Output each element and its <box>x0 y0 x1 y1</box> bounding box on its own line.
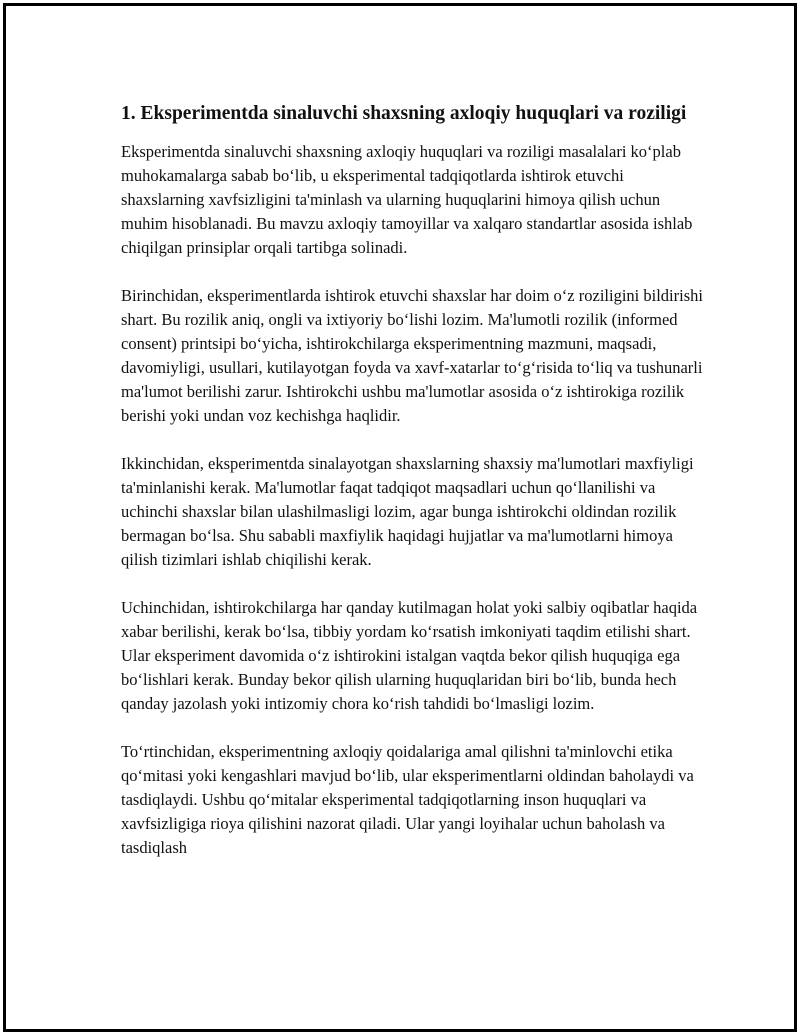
paragraph-first: Birinchidan, eksperimentlarda ishtirok etuvchi shaxslar har doim o‘z roziligini bildirishi shart. Bu rozilik aniq, ongli va ixtiyoriy bo‘lishi lozim. Ma'lumotli rozilik (informed consent) printsipi bo‘yicha, ishtirokchilarga eksperimentning mazmuni, maqsadi, davomiyligi, usullari, kutilayotgan foyda va xavf-xatarlar to‘g‘risida to‘liq va tushunarli ma'lumot berilishi zarur. Ishtirokchi ushbu ma'lumotlar asosida o‘z ishtirokiga rozilik berishi yoki undan voz kechishga haqlidir. <box>121 286 703 425</box>
paragraph-fourth: To‘rtinchidan, eksperimentning axloqiy qoidalariga amal qilishni ta'minlovchi etika qo‘mitasi yoki kengashlari mavjud bo‘lib, ular eksperimentlarni oldindan baholaydi va tasdiqlaydi. Ushbu qo‘mitalar eksperimental tadqiqotlarning inson huquqlari va xavfsizligiga rioya qilishini nazorat qiladi. Ular yangi loyihalar uchun baholash va tasdiqlash <box>121 742 694 857</box>
paragraph-intro: Eksperimentda sinaluvchi shaxsning axloqiy huquqlari va roziligi masalalari ko‘plab muhokamalarga sabab bo‘lib, u eksperimental tadqiqotlarda ishtirok etuvchi shaxslarning xavfsizligini ta'minlash va ularning huquqlarini himoya qilish uchun muhim hisoblanadi. Bu mavzu axloqiy tamoyillar va xalqaro standartlar asosida ishlab chiqilgan prinsiplar orqali tartibga solinadi. <box>121 142 693 257</box>
section-heading: 1. Eksperimentda sinaluvchi shaxsning axloqiy huquqlari va roziligi <box>121 103 687 124</box>
paragraph-second: Ikkinchidan, eksperimentda sinalayotgan shaxslarning shaxsiy ma'lumotlari maxfiyligi ta'minlanishi kerak. Ma'lumotlar faqat tadqiqot maqsadlari uchun qo‘llanilishi va uchinchi shaxslar bilan ulashilmasligi lozim, agar bunga ishtirokchi oldindan rozilik bermagan bo‘lsa. Shu sababli maxfiylik haqidagi hujjatlar va ma'lumotlarni himoya qilish tizimlari ishlab chiqilishi kerak. <box>121 454 694 569</box>
document-body <box>121 100 706 884</box>
page-frame <box>3 3 797 1032</box>
paragraph-third: Uchinchidan, ishtirokchilarga har qanday kutilmagan holat yoki salbiy oqibatlar haqida xabar berilishi, kerak bo‘lsa, tibbiy yordam ko‘rsatish imkoniyati taqdim etilishi shart. Ular eksperiment davomida o‘z ishtirokini istalgan vaqtda bekor qilish huquqiga ega bo‘lishlari kerak. Bunday bekor qilish ularning huquqlaridan biri bo‘lib, bunda hech qanday jazolash yoki intizomiy chora ko‘rish tahdidi bo‘lmasligi lozim. <box>121 598 698 713</box>
